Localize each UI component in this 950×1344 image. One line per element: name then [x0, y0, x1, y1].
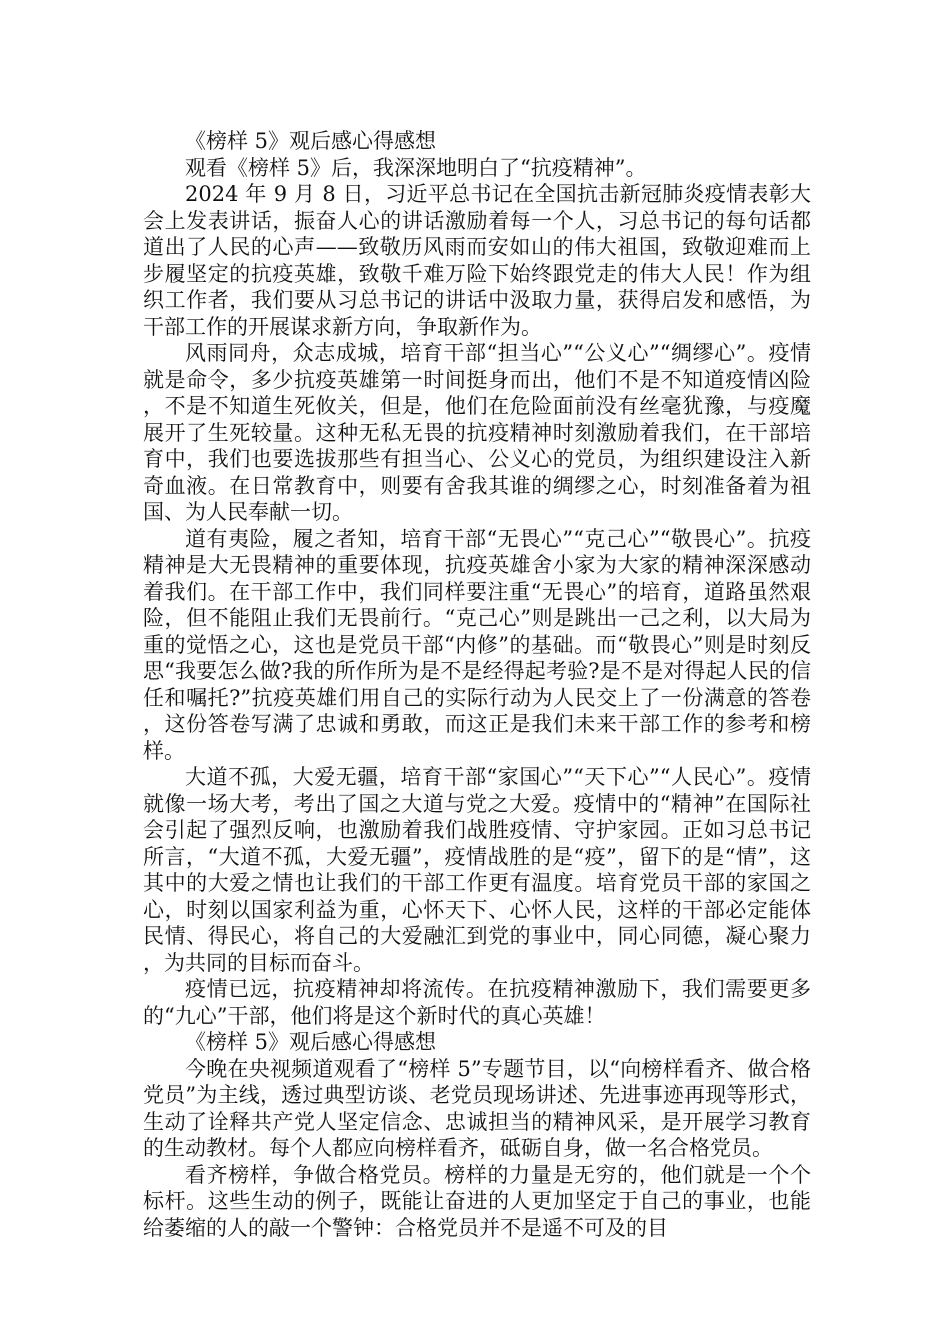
article-title: 《榜样 5》观后感心得感想: [185, 129, 437, 153]
paragraph: 2024 年 9 月 8 日，习近平总书记在全国抗击新冠肺炎疫情表彰大会上发表讲话，振奋人心的讲话激励着每一个人，习总书记的每句话都道出了人民的心声——致敬历风雨而安如山的伟大祖国，致敬迎难而上步履坚定的抗疫英雄，致敬千难万险下始终跟党走的伟大人民！作为组织工作者，我们要从习总书记的讲话中汲取力量，获得启发和感悟，为干部工作的开展谋求新方向，争取新作为。: [143, 182, 811, 339]
article-2: [143, 1029, 811, 1241]
paragraph: 今晚在央视频道观看了“榜样 5”专题节目，以“向榜样看齐、做合格党员”为主线，透过典型访谈、老党员现场讲述、先进事迹再现等形式，生动了诠释共产党人坚定信念、忠诚担当的精神风采，是开展学习教育的生动教材。每个人都应向榜样看齐，砥砺自身，做一名合格党员。: [143, 1056, 811, 1160]
document-page: [143, 128, 811, 1241]
paragraph: 观看《榜样 5》后，我深深地明白了“抗疫精神”。: [185, 155, 647, 180]
article-title: 《榜样 5》观后感心得感想: [185, 1030, 437, 1054]
paragraph: 风雨同舟，众志成城，培育干部“担当心”“公义心”“绸缪心”。疫情就是命令，多少抗疫英雄第一时间挺身而出，他们不是不知道疫情凶险，不是不知道生死攸关，但是，他们在危险面前没有丝毫犹豫，与疫魔展开了生死较量。这种无私无畏的抗疫精神时刻激励着我们，在干部培育中，我们也要选拔那些有担当心、公义心的党员，为组织建设注入新奇血液。在日常教育中，则要有舍我其谁的绸缪之心，时刻准备着为祖国、为人民奉献一切。: [143, 341, 811, 524]
paragraph: 道有夷险，履之者知，培育干部“无畏心”“克己心”“敬畏心”。抗疫精神是大无畏精神的重要体现，抗疫英雄舍小家为大家的精神深深感动着我们。在干部工作中，我们同样要注重“无畏心”的培育，道路虽然艰险，但不能阻止我们无畏前行。“克己心”则是跳出一己之利，以大局为重的觉悟之心，这也是党员干部“内修”的基础。而“敬畏心”则是时刻反思“我要怎么做?我的所作所为是不是经得起考验?是不是对得起人民的信任和嘱托?”抗疫英雄们用自己的实际行动为人民交上了一份满意的答卷，这份答卷写满了忠诚和勇敢，而这正是我们未来干部工作的参考和榜样。: [143, 526, 811, 763]
paragraph: 大道不孤，大爱无疆，培育干部“家国心”“天下心”“人民心”。疫情就像一场大考，考出了国之大道与党之大爱。疫情中的“精神”在国际社会引起了强烈反响，也激励着我们战胜疫情、守护家园。正如习总书记所言，“大道不孤，大爱无疆”，疫情战胜的是“疫”，留下的是“情”，这其中的大爱之情也让我们的干部工作更有温度。培育党员干部的家国之心，时刻以国家利益为重，心怀天下、心怀人民，这样的干部必定能体民情、得民心，将自己的大爱融汇到党的事业中，同心同德，凝心聚力，为共同的目标而奋斗。: [143, 765, 811, 975]
article-1: [143, 128, 811, 1029]
paragraph: 看齐榜样，争做合格党员。榜样的力量是无穷的，他们就是一个个标杆。这些生动的例子，既能让奋进的人更加坚定于自己的事业，也能给萎缩的人的敲一个警钟：合格党员并不是遥不可及的目: [143, 1162, 811, 1240]
paragraph: 疫情已远，抗疫精神却将流传。在抗疫精神激励下，我们需要更多的“九心”干部，他们将是这个新时代的真心英雄！: [143, 977, 811, 1028]
